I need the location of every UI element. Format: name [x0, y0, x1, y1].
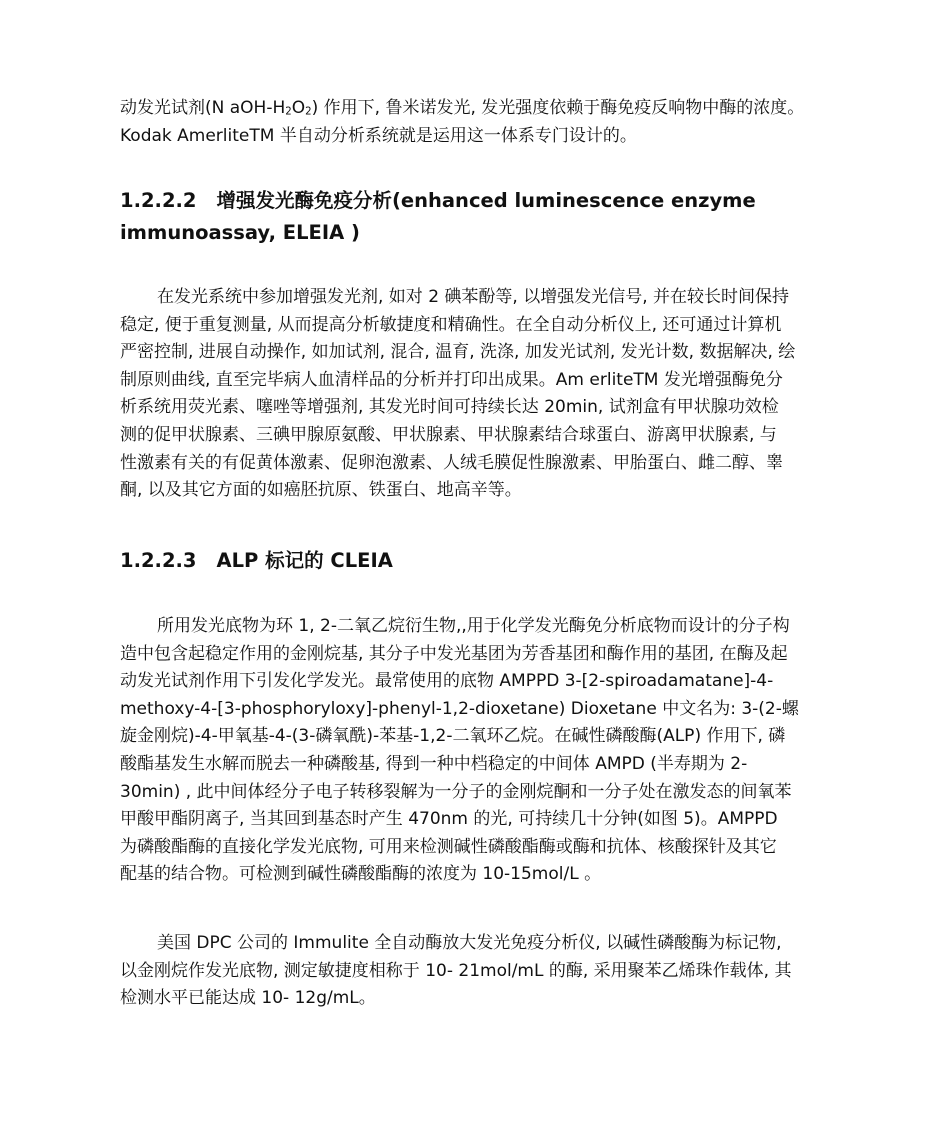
- paragraph-line: 析系统用荧光素、噻唑等增强剂, 其发光时间可持续长达 20min, 试剂盒有甲状腺功效检: [120, 397, 779, 418]
- paragraph-line: 制原则曲线, 直至完毕病人血清样品的分析并打印出成果。Am erliteTM 发光增强酶免分: [120, 369, 783, 390]
- paragraph-line: 所用发光底物为环 1, 2-二氧乙烷衍生物,,用于化学发光酶免分析底物而设计的分子构: [157, 616, 790, 636]
- paragraph-line: 旋金刚烷)-4-甲氧基-4-(3-磷氧酰)-苯基-1,2-二氧环乙烷。在碱性磷酸酶(ALP) 作用下, 磷: [120, 726, 786, 747]
- section-number: 1.2.2.2: [120, 189, 197, 212]
- intro-paragraph: [120, 95, 836, 150]
- paragraph-line: 在发光系统中参加增强发光剂, 如对 2 碘苯酚等, 以增强发光信号, 并在较长时间保持: [157, 287, 790, 307]
- paragraph-line: 配基的结合物。可检测到碱性磷酸酯酶的浓度为 10-15mol/L 。: [120, 864, 602, 885]
- paragraph-line: 测的促甲状腺素、三碘甲腺原氨酸、甲状腺素、甲状腺素结合球蛋白、游离甲状腺素, 与: [120, 424, 777, 445]
- section-heading-1223: [120, 545, 836, 577]
- paragraph-line: 性激素有关的有促黄体激素、促卵泡激素、人绒毛膜促性腺激素、甲胎蛋白、雌二醇、睾: [120, 452, 783, 473]
- paragraph-line: 30min) , 此中间体经分子电子转移裂解为一分子的金刚烷酮和一分子处在激发态的间氧苯: [120, 781, 792, 802]
- paragraph-line: 美国 DPC 公司的 Immulite 全自动酶放大发光免疫分析仪, 以碱性磷酸酶为标记物,: [157, 933, 782, 953]
- intro-line-2: Kodak AmerliteTM 半自动分析系统就是运用这一体系专门设计的。: [120, 125, 637, 146]
- paragraph-line: 甲酸甲酯阴离子, 当其回到基态时产生 470nm 的光, 可持续几十分钟(如图 5)。AMPPD: [120, 809, 778, 830]
- paragraph-line: 以金刚烷作发光底物, 测定敏捷度相称于 10- 21mol/mL 的酶, 采用聚苯乙烯珠作载体, 其: [120, 960, 792, 981]
- paragraph-line: 检测水平已能达成 10- 12g/mL。: [120, 988, 376, 1009]
- paragraph-line: 造中包含起稳定作用的金刚烷基, 其分子中发光基团为芳香基团和酶作用的基团, 在酶及起: [120, 643, 788, 664]
- paragraph-line: 为磷酸酯酶的直接化学发光底物, 可用来检测碱性磷酸酯酶或酶和抗体、核酸探针及其它: [120, 836, 777, 857]
- paragraph-line: 酸酯基发生水解而脱去一种磷酸基, 得到一种中档稳定的中间体 AMPD (半寿期为 2-: [120, 753, 748, 774]
- section-heading-1222: [120, 185, 836, 249]
- intro-line-1: 动发光试剂(N aOH-$H_2O_2$) 作用下, 鲁米诺发光, 发光强度依赖于酶免疫反响物中酶的浓度。: [120, 98, 805, 118]
- section-title-line-2: immunoassay, ELEIA ): [120, 221, 360, 244]
- paragraph-line: 严密控制, 进展自动操作, 如加试剂, 混合, 温育, 洗涤, 加发光试剂, 发光计数, 数据解决, 绘: [120, 342, 796, 363]
- paragraph-line: 酮, 以及其它方面的如癌胚抗原、铁蛋白、地高辛等。: [120, 480, 522, 501]
- paragraph-line: 动发光试剂作用下引发化学发光。最常使用的底物 AMPPD 3-[2-spiroadamatane]-4-: [120, 671, 774, 692]
- paragraph-line: methoxy-4-[3-phosphoryloxy]-phenyl-1,2-dioxetane) Dioxetane 中文名为: 3-(2-螺: [120, 698, 799, 719]
- section-number: 1.2.2.3: [120, 549, 197, 572]
- section-title-line-1: 增强发光酶免疫分析(enhanced luminescence enzyme: [216, 189, 756, 212]
- paragraph-line: 稳定, 便于重复测量, 从而提高分析敏捷度和精确性。在全自动分析仪上, 还可通过计算机: [120, 314, 782, 335]
- section-1222-paragraph: [120, 284, 836, 505]
- section-1223-paragraph-2: [120, 930, 836, 1013]
- section-1223-paragraph-1: [120, 613, 836, 889]
- section-title: ALP 标记的 CLEIA: [216, 549, 393, 572]
